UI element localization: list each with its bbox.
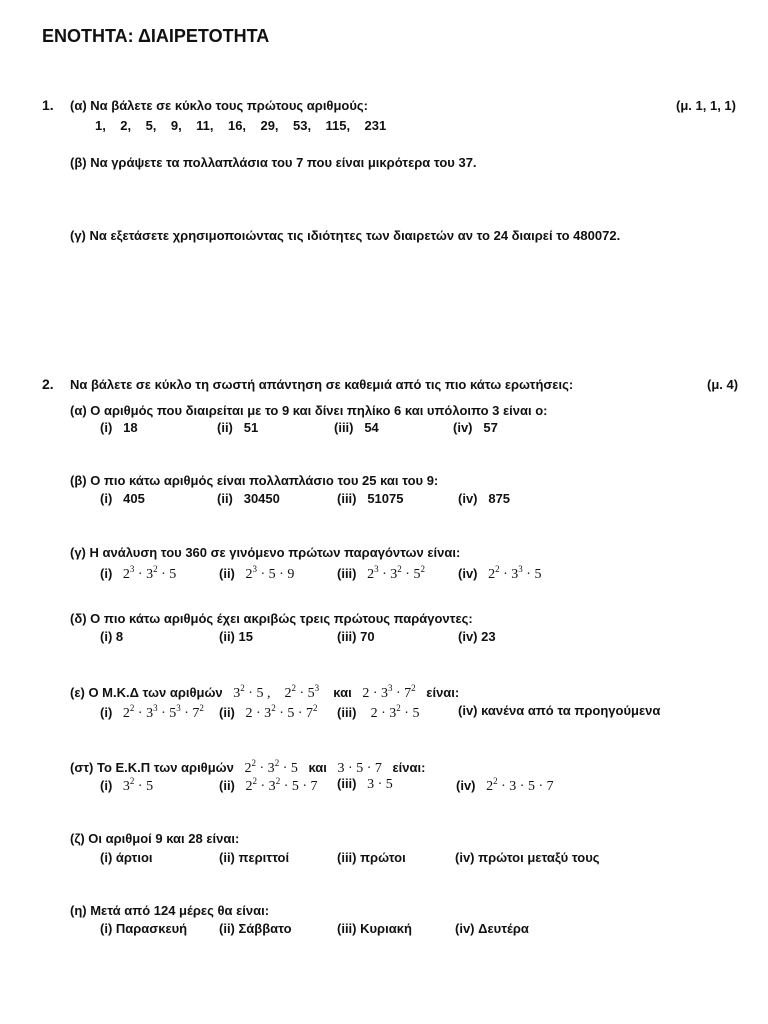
question-2h-option-i: (i) Παρασκευή: [100, 921, 188, 936]
formula: 3 · 5: [360, 777, 393, 792]
question-2a-option-i: (i) 18: [100, 420, 138, 435]
formula: $2^3 \cdot 3^2 \cdot 5$: [115, 564, 177, 582]
question-2b-text: (β) Ο πιο κάτω αριθμός είναι πολλαπλάσιο του 25 και του 9:: [70, 473, 439, 488]
question-2d-option-ii: (ii) 15: [219, 629, 253, 644]
question-2c-option-ii: [219, 564, 294, 583]
question-1-marks: (μ. 1, 1, 1): [676, 98, 736, 113]
question-2e-text: [70, 683, 459, 702]
question-2b-option-ii: (ii) 30450: [217, 491, 280, 506]
question-2c-text: (γ) Η ανάλυση του 360 σε γινόμενο πρώτων παραγόντων είναι:: [70, 545, 461, 560]
question-1a-numbers: 1, 2, 5, 9, 11, 16, 29, 53, 115, 231: [95, 118, 387, 133]
question-2c-option-iii: [337, 564, 425, 583]
question-2h-text: (η) Μετά από 124 μέρες θα είναι:: [70, 903, 270, 918]
question-2c-option-i: [100, 564, 176, 583]
option-label: (i): [100, 778, 113, 793]
question-2h-option-iii: (iii) Κυριακή: [337, 921, 412, 936]
question-2e-option-iv: (iv) κανένα από τα προηγούμενα: [458, 703, 661, 718]
option-label: (ii): [219, 705, 235, 720]
question-2-marks: (μ. 4): [707, 377, 739, 392]
question-2z-text: (ζ) Οι αριθμοί 9 και 28 είναι:: [70, 831, 240, 846]
question-1c-text: (γ) Να εξετάσετε χρησιμοποιώντας τις ιδιότητες των διαιρετών αν το 24 διαιρεί το 480072.: [70, 228, 621, 243]
question-2-instruction: Να βάλετε σε κύκλο τη σωστή απάντηση σε καθεμιά από τις πιο κάτω ερωτήσεις:: [70, 377, 574, 392]
question-2st-and: και: [308, 760, 327, 775]
option-label: (ii): [219, 778, 235, 793]
question-2st-option-ii: [219, 776, 318, 795]
question-2st-prefix: (στ) Το Ε.Κ.Π των αριθμών: [70, 760, 234, 775]
question-2d-text: (δ) Ο πιο κάτω αριθμός έχει ακριβώς τρεις πρώτους παράγοντες:: [70, 611, 473, 626]
formula: $2^2 \cdot 3^2 \cdot 5 \cdot 7$: [238, 776, 318, 794]
question-2z-option-i: (i) άρτιοι: [100, 850, 153, 865]
question-2e-prefix: (ε) Ο Μ.Κ.Δ των αριθμών: [70, 685, 223, 700]
question-2st-is: είναι:: [392, 760, 426, 775]
question-2-number: 2.: [42, 376, 54, 392]
question-2e-option-i: [100, 703, 204, 722]
formula: $2^2 \cdot 3^3 \cdot 5^3 \cdot 7^2$: [115, 703, 204, 721]
option-label: (iii): [337, 776, 357, 791]
question-2st-option-iv: [456, 776, 554, 795]
question-2st-text: [70, 758, 425, 777]
question-2h-option-iv: (iv) Δευτέρα: [455, 921, 529, 936]
question-1a-text: (α) Να βάλετε σε κύκλο τους πρώτους αριθμούς:: [70, 98, 369, 113]
question-2a-option-iii: (iii) 54: [334, 420, 379, 435]
question-2e-and: και: [333, 685, 352, 700]
question-2e-is: είναι:: [426, 685, 460, 700]
formula: $2 \cdot 3^2 \cdot 5$: [360, 703, 420, 721]
formula: $2 \cdot 3^2 \cdot 5 \cdot 7^2$: [238, 703, 318, 721]
question-2a-text: (α) Ο αριθμός που διαιρείται με το 9 και δίνει πηλίκο 6 και υπόλοιπο 3 είναι ο:: [70, 403, 548, 418]
question-2b-option-iii: (iii) 51075: [337, 491, 404, 506]
question-2c-option-iv: [458, 564, 541, 583]
option-label: (iv): [458, 566, 478, 581]
formula: $2^2 \cdot 3 \cdot 5 \cdot 7$: [479, 776, 554, 794]
page-title: ΕΝΟΤΗΤΑ: ΔΙΑΙΡΕΤΟΤΗΤΑ: [42, 26, 270, 46]
question-2e-option-ii: [219, 703, 318, 722]
question-2a-option-iv: (iv) 57: [453, 420, 498, 435]
formula: $2 \cdot 3^3 \cdot 7^2$: [355, 683, 416, 701]
question-2st-option-i: [100, 776, 153, 795]
question-2b-option-iv: (iv) 875: [458, 491, 511, 506]
formula: 3 · 5 · 7: [330, 761, 389, 776]
option-label: (iv): [456, 778, 476, 793]
question-2h-option-ii: (ii) Σάββατο: [219, 921, 292, 936]
question-2d-option-i: (i) 8: [100, 629, 124, 644]
question-2z-option-iii: (iii) πρώτοι: [337, 850, 406, 865]
question-2st-option-iii: [337, 776, 393, 793]
option-label: (i): [100, 705, 113, 720]
formula: $3^2 \cdot 5$ , $2^2 \cdot 5^3$: [226, 683, 320, 701]
question-1-number: 1.: [42, 97, 54, 113]
question-2b-option-i: (i) 405: [100, 491, 145, 506]
option-label: (iii): [337, 566, 357, 581]
option-label: (ii): [219, 566, 235, 581]
question-2a-option-ii: (ii) 51: [217, 420, 259, 435]
formula: $2^2 \cdot 3^2 \cdot 5$: [237, 758, 305, 776]
question-1b-text: (β) Να γράψετε τα πολλαπλάσια του 7 που είναι μικρότερα του 37.: [70, 155, 477, 170]
option-label: (i): [100, 566, 113, 581]
question-2e-option-iii: [337, 703, 419, 722]
option-label: (iii): [337, 705, 357, 720]
formula: $2^3 \cdot 3^2 \cdot 5^2$: [360, 564, 425, 582]
formula: $2^3 \cdot 5 \cdot 9$: [238, 564, 295, 582]
question-2z-option-iv: (iv) πρώτοι μεταξύ τους: [455, 850, 600, 865]
formula: $2^2 \cdot 3^3 \cdot 5$: [481, 564, 542, 582]
formula: $3^2 \cdot 5$: [115, 776, 154, 794]
question-2d-option-iii: (iii) 70: [337, 629, 375, 644]
question-2z-option-ii: (ii) περιττοί: [219, 850, 290, 865]
question-2d-option-iv: (iv) 23: [458, 629, 496, 644]
